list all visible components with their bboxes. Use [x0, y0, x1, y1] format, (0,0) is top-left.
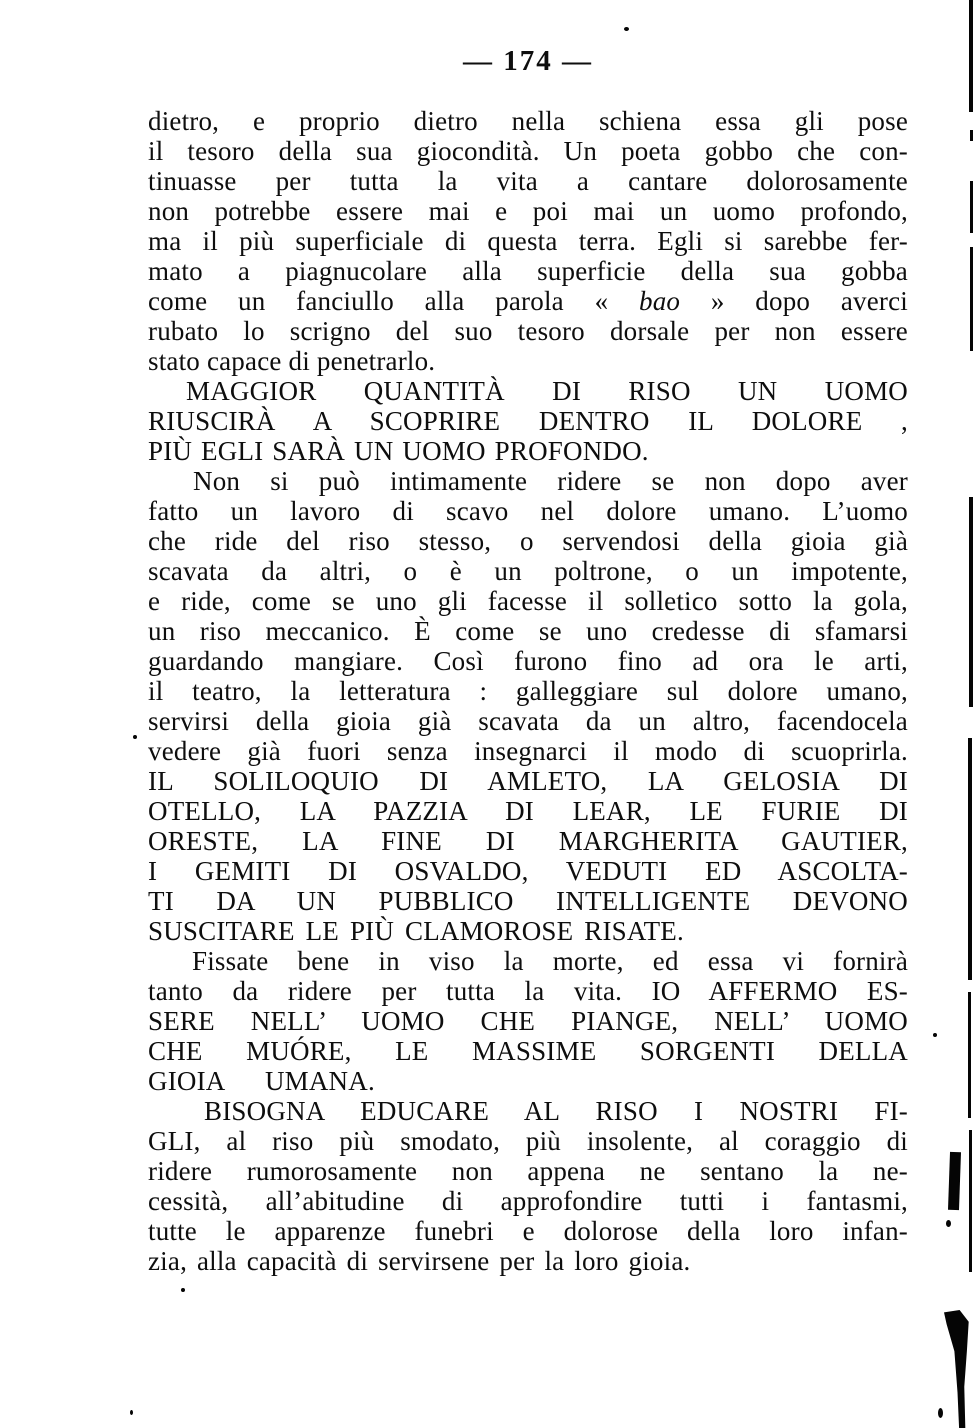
text-line: SUSCITARE LE PIÙ CLAMOROSE RISATE.	[148, 916, 684, 946]
text-line: tutte le apparenze funebri e dolorose della loro infan-	[148, 1216, 908, 1246]
text-line: ma il più superficiale di questa terra. Egli si sarebbe fer-	[148, 226, 908, 256]
text-line: tanto da ridere per tutta la vita. IO AFFERMO ES-	[148, 976, 908, 1006]
text-line: stato capace di penetrarlo.	[148, 346, 436, 376]
text-line: un riso meccanico. È come se uno credesse di sfamarsi	[148, 616, 908, 646]
text-line: I GEMITI DI OSVALDO, VEDUTI ED ASCOLTA-	[148, 856, 908, 886]
text-line: cessità, all’abitudine di approfondire tutti i fantasmi,	[148, 1186, 908, 1216]
right-edge-line	[970, 130, 973, 141]
text-line: rubato lo scrigno del suo tesoro dorsale per non essere	[148, 316, 908, 346]
text-line: ORESTE, LA FINE DI MARGHERITA GAUTIER,	[148, 826, 908, 856]
text-line: il teatro, la letteratura : galleggiare sul dolore umano,	[148, 676, 908, 706]
ink-blob-bottom-right	[944, 1310, 970, 1428]
right-edge-line	[970, 247, 973, 351]
speck	[938, 1408, 943, 1418]
speck	[133, 735, 137, 739]
text-line: dietro, e proprio dietro nella schiena essa gli pose	[148, 106, 908, 136]
ink-smear	[948, 1152, 961, 1210]
text-line: il tesoro della sua giocondità. Un poeta gobbo che con-	[148, 136, 908, 166]
text-line: mato a piagnucolare alla superficie della sua gobba	[148, 256, 908, 286]
text-line: tinuasse per tutta la vita a cantare dolorosamente	[148, 166, 908, 196]
right-edge-line	[969, 0, 973, 112]
text-line: scavata da altri, o è un poltrone, o un impotente,	[148, 556, 908, 586]
text-line: CHE MUÓRE, LE MASSIME SORGENTI DELLA	[148, 1036, 908, 1066]
speck	[933, 1033, 937, 1037]
text-line: fatto un lavoro di scavo nel dolore umano. L’uomo	[148, 496, 908, 526]
text-line: MAGGIOR QUANTITÀ DI RISO UN UOMO	[186, 376, 908, 406]
text-line: e ride, come se uno gli facesse il solletico sotto la gola,	[148, 586, 908, 616]
page-number: — 174 —	[463, 45, 593, 77]
speck-above-header	[624, 27, 629, 31]
text-line: come un fanciullo alla parola « bao » dopo averci	[148, 286, 908, 316]
right-edge-line	[969, 497, 973, 707]
right-edge-line	[969, 1130, 972, 1272]
speck	[181, 1288, 185, 1292]
text-line: IL SOLILOQUIO DI AMLETO, LA GELOSIA DI	[148, 766, 908, 796]
text-line: che ride del riso stesso, o servendosi della gioia già	[148, 526, 908, 556]
text-line: guardando mangiare. Così furono fino ad ora le arti,	[148, 646, 908, 676]
right-edge-line	[968, 738, 972, 980]
text-line: zia, alla capacità di servirsene per la loro gioia.	[148, 1246, 691, 1276]
speck	[130, 1410, 133, 1415]
right-edge-line	[970, 181, 973, 233]
text-line: PIÙ EGLI SARÀ UN UOMO PROFONDO.	[148, 436, 649, 466]
right-edge-line	[968, 992, 971, 1118]
text-line: TI DA UN PUBBLICO INTELLIGENTE DEVONO	[148, 886, 908, 916]
text-line: BISOGNA EDUCARE AL RISO I NOSTRI FI-	[204, 1096, 908, 1126]
text-column	[148, 106, 908, 1276]
text-line: ridere rumorosamente non appena ne sentano la ne-	[148, 1156, 908, 1186]
text-line: vedere già fuori senza insegnarci il modo di scuoprirla.	[148, 736, 908, 766]
text-line: OTELLO, LA PAZZIA DI LEAR, LE FURIE DI	[148, 796, 908, 826]
text-line: GIOIA UMANA.	[148, 1066, 375, 1096]
text-line: RIUSCIRÀ A SCOPRIRE DENTRO IL DOLORE ,	[148, 406, 908, 436]
speck	[946, 1220, 951, 1227]
text-line: non potrebbe essere mai e poi mai un uomo profondo,	[148, 196, 908, 226]
text-line: servirsi della gioia già scavata da un altro, facendocela	[148, 706, 908, 736]
text-line: SERE NELL’ UOMO CHE PIANGE, NELL’ UOMO	[148, 1006, 908, 1036]
text-line: Fissate bene in viso la morte, ed essa vi fornirà	[192, 946, 908, 976]
text-line: Non si può intimamente ridere se non dopo aver	[193, 466, 908, 496]
text-line: GLI, al riso più smodato, più insolente, al coraggio di	[148, 1126, 908, 1156]
